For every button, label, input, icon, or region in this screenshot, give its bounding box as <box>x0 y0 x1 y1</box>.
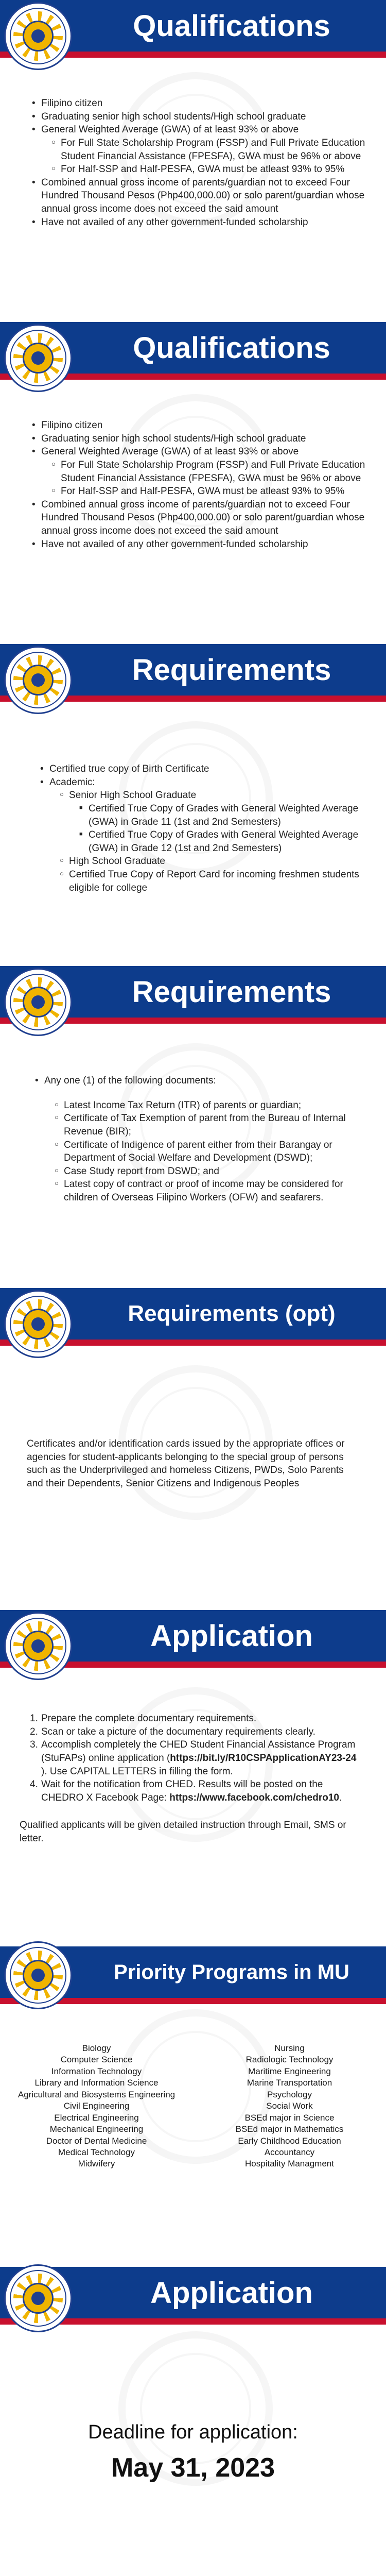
programs-right-column <box>193 2043 386 2170</box>
list-subitem: ○ Certificate of Tax Exemption of parent from the Bureau of Internal Revenue (BIR); <box>55 1112 364 1138</box>
application-note: Qualified applicants will be given detailed instruction through Email, SMS or letter. <box>20 1820 346 1844</box>
deadline-panel <box>0 2254 386 2576</box>
program-item: Midwifery <box>78 2159 115 2169</box>
program-item: Doctor of Dental Medicine <box>46 2136 147 2146</box>
application-link[interactable]: https://bit.ly/R10CSPApplicationAY23-24 <box>170 1752 357 1764</box>
list-subitem: ○ For Full State Scholarship Program (FSSP) and Full Private Education Student Financial Assistance (FPESFA), GWA must be 96% or above <box>51 137 366 163</box>
program-item: Maritime Engineering <box>248 2066 331 2076</box>
program-item: Nursing <box>274 2043 305 2053</box>
program-item: Hospitality Managment <box>245 2159 334 2169</box>
list-subitem: ○ High School Graduate <box>60 855 370 868</box>
qualifications-list <box>32 97 366 229</box>
list-item: • Certified true copy of Birth Certificate <box>40 762 370 776</box>
list-subsubitem: ■ Certified True Copy of Grades with General Weighted Average (GWA) in Grade 12 (1st and 2nd Semesters) <box>79 828 370 855</box>
deadline-date: May 31, 2023 <box>111 2453 275 2483</box>
qualifications-panel-repeat <box>0 322 386 644</box>
facebook-link[interactable]: https://www.facebook.com/chedro10 <box>169 1792 339 1803</box>
list-subitem: ○ For Full State Scholarship Program (FSSP) and Full Private Education Student Financial Assistance (FPESFA), GWA must be 96% or above <box>51 459 366 485</box>
ched-seal-logo <box>4 1290 72 1358</box>
list-item: • General Weighted Average (GWA) of at least 93% or above ○ For Full State Scholarship Program (FSSP) and Full Private Education Student Financial Assistance (FPESFA), GWA must be 96% or above ○ For Half-SSP and Half-PESFA, GWA must be atleast 93% to 95% <box>32 445 366 498</box>
program-item: Early Childhood Education <box>238 2136 341 2146</box>
list-item: • Graduating senior high school students/High school graduate <box>32 110 366 124</box>
qualifications-list <box>32 419 366 551</box>
program-item: BSEd major in Science <box>244 2112 335 2123</box>
requirements-income-panel <box>0 966 386 1288</box>
program-item: BSEd major in Mathematics <box>235 2124 344 2134</box>
list-item: • Have not availed of any other government-funded scholarship <box>32 538 366 551</box>
income-documents-list <box>35 1074 364 1205</box>
requirements-panel <box>0 644 386 966</box>
ched-seal-logo <box>4 646 72 714</box>
program-item: Information Technology <box>51 2066 142 2076</box>
program-item: Marine Transportation <box>247 2078 332 2088</box>
programs-left-column <box>0 2043 193 2170</box>
list-item: • Graduating senior high school students/High school graduate <box>32 432 366 446</box>
list-subitem: ○ Case Study report from DSWD; and <box>55 1165 364 1178</box>
ched-seal-logo <box>4 2 72 70</box>
list-subitem: ○ Certified True Copy of Report Card for incoming freshmen students eligible for college <box>60 868 370 894</box>
section-title: Requirements (opt) <box>128 1301 336 1326</box>
list-item: • Filipino citizen <box>32 97 366 110</box>
priority-programs-list <box>0 2043 386 2170</box>
optional-requirements-text: Certificates and/or identification cards issued by the appropriate offices or agencies for student-applicants belonging to the special group of persons such as the Underprivileged and homeless Citizens, PWDs, Solo Parents and their Dependents, Senior Citizens and Indigenous Peoples <box>27 1438 345 1489</box>
section-title: Application <box>150 2276 313 2310</box>
application-steps <box>20 1712 359 1845</box>
requirements-list <box>40 762 370 894</box>
program-item: Agricultural and Biosystems Engineering <box>17 2089 176 2099</box>
program-item: Library and Information Science <box>34 2078 159 2088</box>
section-title: Application <box>150 1619 313 1653</box>
program-item: Psychology <box>267 2089 312 2099</box>
list-subitem: ○ Certificate of Indigence of parent either from their Barangay or Department of Social Welfare and Development (DSWD); <box>55 1139 364 1165</box>
program-item: Medical Technology <box>58 2147 135 2157</box>
qualifications-panel <box>0 0 386 322</box>
step-item: Accomplish completely the CHED Student Financial Assistance Program (StuFAPs) online application (https://bit.ly/R10CSPApplicationAY23-24 ). Use CAPITAL LETTERS in filling the form. <box>41 1739 357 1777</box>
list-item: • Academic: ○ Senior High School Graduate ■ Certified True Copy of Grades with General Weighted Average (GWA) in Grade 11 (1st and 2nd Semesters) ■ Certified True Copy of Grades with General Weighted Average (GWA) in Grade 12 (1st and 2nd Semesters) ○ High School Graduate ○ Certified True Copy of Report Card for incoming freshmen students eligible for college <box>40 776 370 895</box>
ched-seal-logo <box>4 2264 72 2332</box>
program-item: Mechanical Engineering <box>49 2124 144 2134</box>
program-item: Electrical Engineering <box>54 2112 139 2123</box>
application-steps-panel <box>0 1610 386 1932</box>
step-item: Wait for the notification from CHED. Results will be posted on the CHEDRO X Facebook Page: https://www.facebook.com/chedro10. <box>41 1779 342 1803</box>
list-subitem: ○ Senior High School Graduate ■ Certified True Copy of Grades with General Weighted Average (GWA) in Grade 11 (1st and 2nd Semesters) ■ Certified True Copy of Grades with General Weighted Average (GWA) in Grade 12 (1st and 2nd Semesters) <box>60 789 370 855</box>
list-item: • Any one (1) of the following documents: ○ Latest Income Tax Return (ITR) of parents or guardian; ○ Certificate of Tax Exemption of parent from the Bureau of Internal Revenue (BIR); ○ Certificate of Indigence of parent either from their Barangay or Department of Social Welfare and Development (DSWD); ○ Case Study report from DSWD; and ○ Latest copy of contract or proof of income may be considered for children of Overseas Filipino Workers (OFW) and seafarers. <box>35 1074 364 1205</box>
program-item: Social Work <box>266 2101 313 2111</box>
section-title: Requirements <box>132 975 331 1009</box>
program-item: Computer Science <box>60 2055 133 2065</box>
list-item: • Filipino citizen <box>32 419 366 432</box>
ched-seal-logo <box>4 1941 72 2009</box>
deadline-label: Deadline for application: <box>88 2421 298 2443</box>
program-item: Civil Engineering <box>63 2101 130 2111</box>
list-item: • General Weighted Average (GWA) of at least 93% or above ○ For Full State Scholarship Program (FSSP) and Full Private Education Student Financial Assistance (FPESFA), GWA must be 96% or above ○ For Half-SSP and Half-PESFA, GWA must be atleast 93% to 95% <box>32 123 366 176</box>
program-item: Radiologic Technology <box>245 2055 334 2065</box>
step-item: Prepare the complete documentary requirements. <box>41 1713 257 1724</box>
section-title: Qualifications <box>133 9 330 43</box>
list-item: • Combined annual gross income of parents/guardian not to exceed Four Hundred Thousand Pesos (Php400,000.00) or solo parent/guardian whose annual gross income does not exceed the said amount <box>32 176 366 216</box>
ched-seal-logo <box>4 324 72 392</box>
list-item: • Have not availed of any other government-funded scholarship <box>32 216 366 229</box>
section-title: Priority Programs in MU <box>114 1960 349 1984</box>
list-subitem: ○ For Half-SSP and Half-PESFA, GWA must be atleast 93% to 95% <box>51 485 366 498</box>
section-title: Requirements <box>132 653 331 687</box>
list-subsubitem: ■ Certified True Copy of Grades with General Weighted Average (GWA) in Grade 11 (1st and 2nd Semesters) <box>79 802 370 828</box>
ched-seal-logo <box>4 1612 72 1680</box>
list-subitem: ○ Latest copy of contract or proof of income may be considered for children of Overseas Filipino Workers (OFW) and seafarers. <box>55 1178 364 1204</box>
ched-seal-logo <box>4 968 72 1036</box>
step-item: Scan or take a picture of the documentary requirements clearly. <box>41 1726 315 1737</box>
program-item: Biology <box>82 2043 111 2053</box>
list-subitem: ○ For Half-SSP and Half-PESFA, GWA must be atleast 93% to 95% <box>51 163 366 176</box>
list-item: • Combined annual gross income of parents/guardian not to exceed Four Hundred Thousand Pesos (Php400,000.00) or solo parent/guardian whose annual gross income does not exceed the said amount <box>32 498 366 538</box>
requirements-optional-panel <box>0 1288 386 1610</box>
list-subitem: ○ Latest Income Tax Return (ITR) of parents or guardian; <box>55 1099 364 1112</box>
program-item: Accountancy <box>264 2147 315 2157</box>
section-title: Qualifications <box>133 331 330 365</box>
